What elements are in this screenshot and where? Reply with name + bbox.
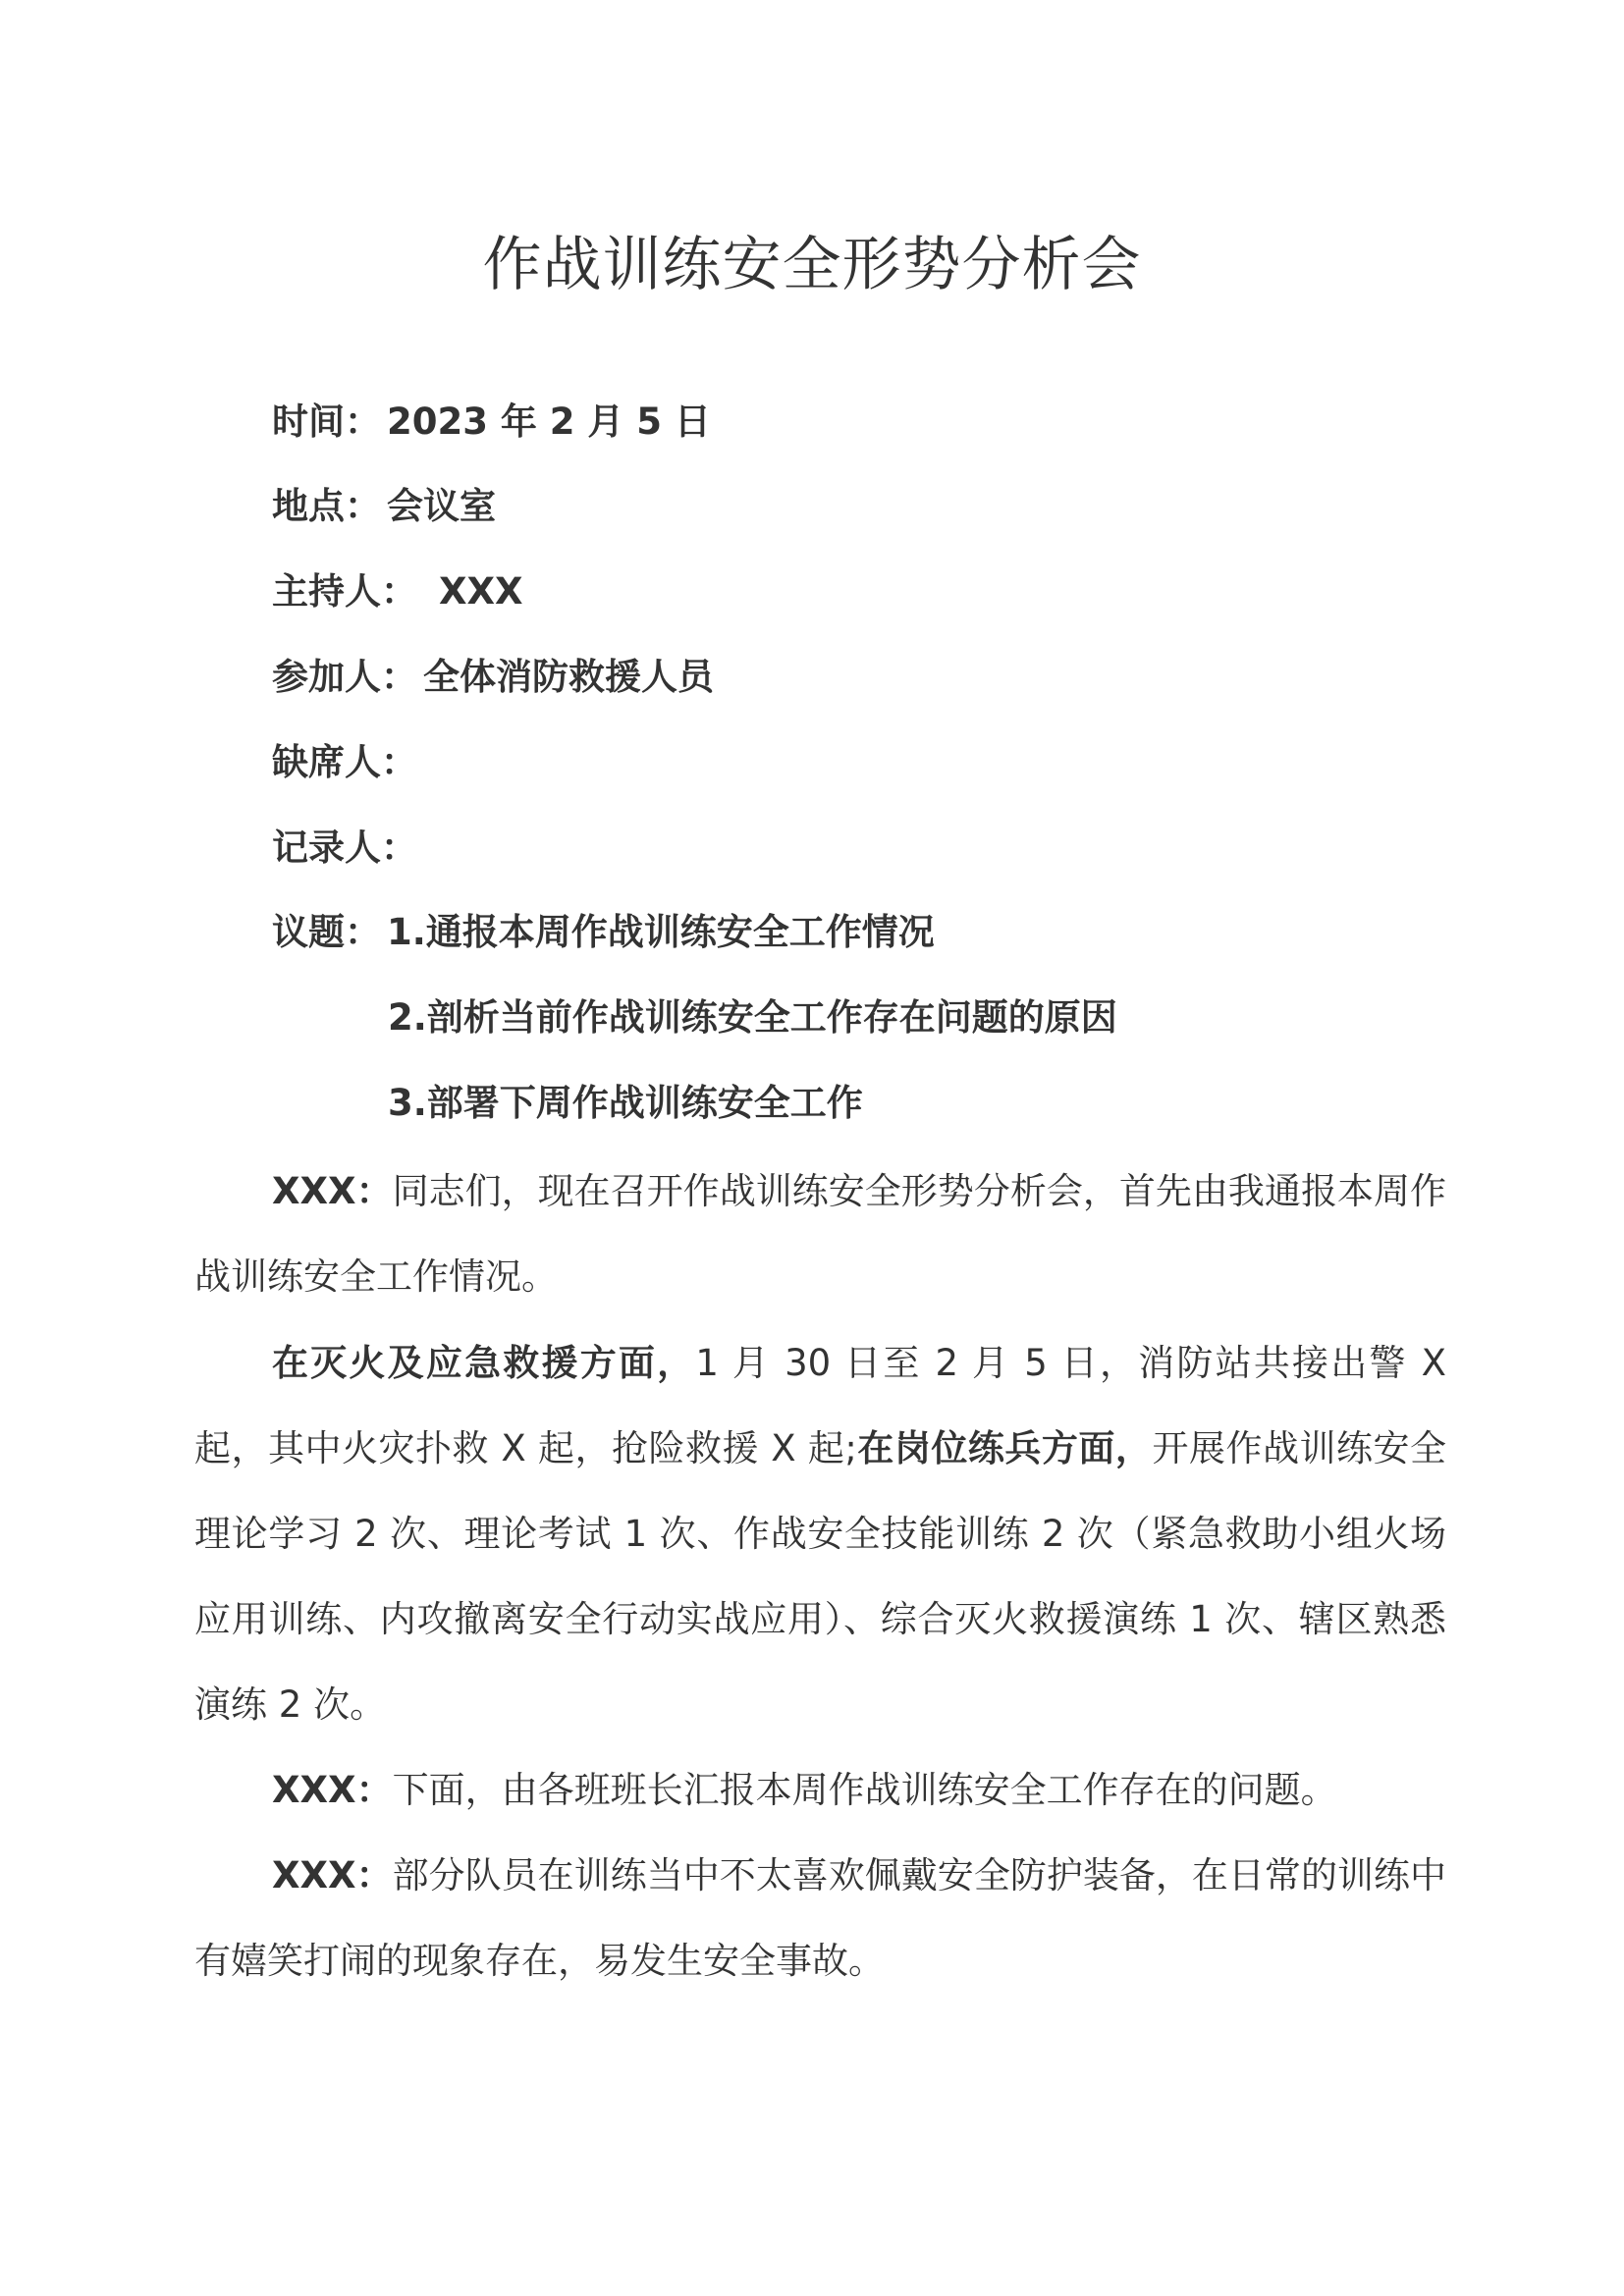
paragraph-text: 部分队员在训练当中不太喜欢佩戴安全防护装备，在日常的训练中有嬉笑打闹的现象存在，易发生安全事故。: [194, 1854, 1446, 1982]
meta-host: [272, 567, 523, 616]
paragraph-text: 1 月 30 日至 2 月 5 日，消防站共接出警 X 起，其中火灾扑救 X 起，抢险救援 X 起;: [194, 1342, 1446, 1469]
document-title: 作战训练安全形势分析会: [482, 231, 1142, 299]
agenda-item: 2.剖析当前作战训练安全工作存在问题的原因: [388, 996, 1117, 1039]
paragraph-report: [194, 1320, 1446, 1747]
paragraph-text: 同志们，现在召开作战训练安全形势分析会，首先由我通报本周作战训练安全工作情况。: [194, 1170, 1446, 1298]
speaker-label: XXX：: [272, 1854, 393, 1896]
meta-time: [272, 398, 711, 447]
meta-label: 地点：: [272, 485, 381, 527]
agenda-item: 1.通报本周作战训练安全工作情况: [387, 911, 935, 953]
meta-value: 全体消防救援人员: [423, 656, 714, 698]
agenda-item: 3.部署下周作战训练安全工作: [388, 1082, 863, 1124]
meta-label: 缺席人：: [272, 741, 417, 783]
section-heading: 在岗位练兵方面，: [856, 1427, 1153, 1469]
paragraph-issue: [194, 1833, 1446, 2003]
meta-value: 会议室: [387, 485, 496, 527]
meta-label: 主持人：: [272, 570, 417, 613]
paragraph-text: 下面，由各班班长汇报本周作战训练安全工作存在的问题。: [392, 1769, 1337, 1811]
meta-location: [272, 482, 496, 531]
meta-absentees: [272, 738, 423, 787]
agenda-label: 议题：: [272, 911, 381, 953]
meta-label: 记录人：: [272, 827, 417, 869]
speaker-label: XXX：: [272, 1769, 393, 1811]
agenda-first-line: [272, 908, 935, 957]
paragraph-text: 开展作战训练安全理论学习 2 次、理论考试 1 次、作战安全技能训练 2 次（紧急救助小组火场应用训练、内攻撤离安全行动实战应用）、综合灭火救援演练 1 次、辖区熟悉演练 2 次。: [194, 1427, 1446, 1726]
paragraph-request: [194, 1747, 1446, 1833]
speaker-label: XXX：: [272, 1170, 393, 1212]
meta-label: 时间：: [272, 400, 381, 443]
meta-attendees: [272, 653, 714, 702]
paragraph-opening: [194, 1148, 1446, 1319]
meta-value: 2023 年 2 月 5 日: [387, 400, 711, 443]
meta-recorder: [272, 824, 423, 873]
section-heading: 在灭火及应急救援方面，: [272, 1342, 696, 1384]
meta-value: XXX: [439, 570, 523, 613]
meta-label: 参加人：: [272, 656, 417, 698]
